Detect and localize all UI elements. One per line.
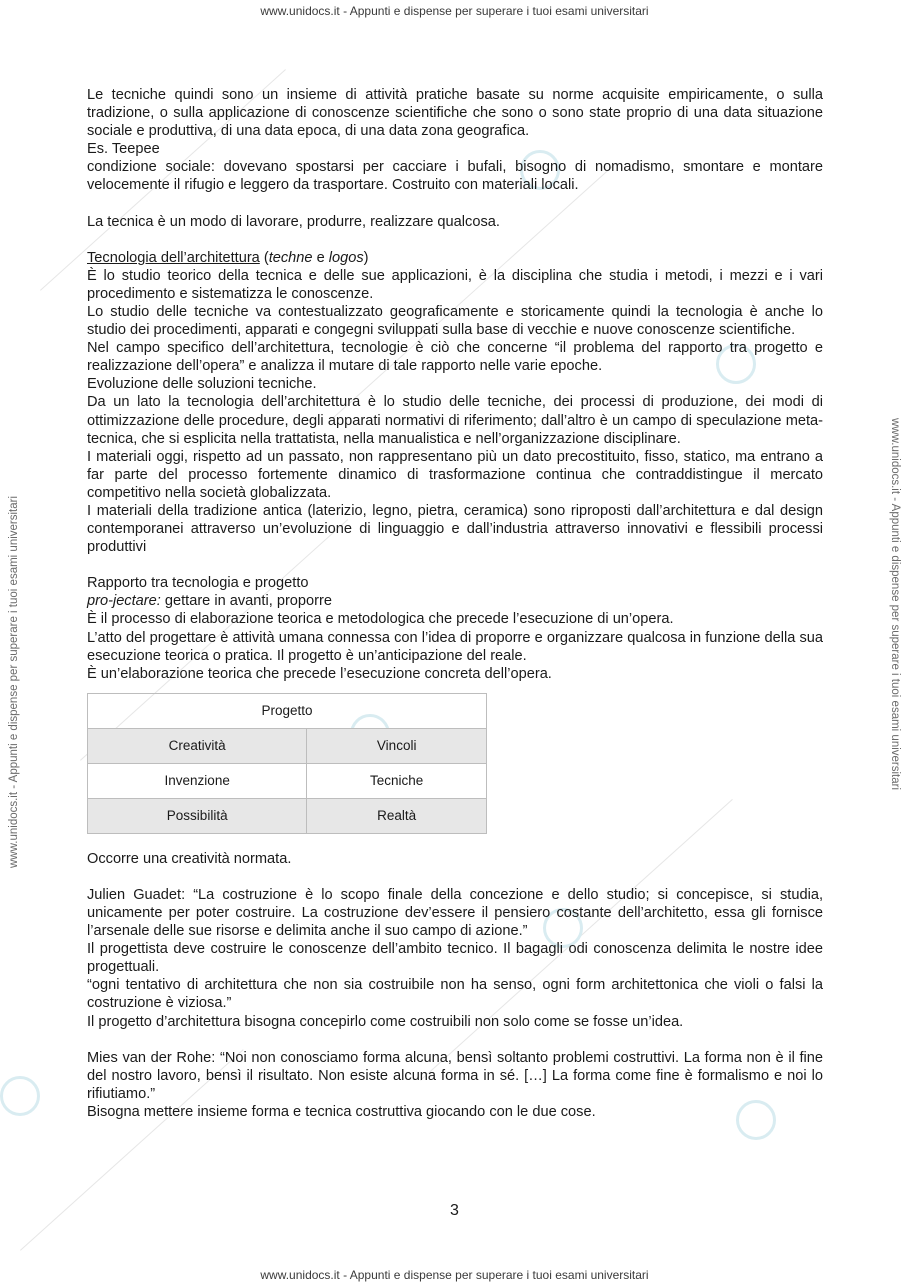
paragraph: Occorre una creatività normata.	[87, 850, 292, 867]
table-cell: Invenzione	[88, 763, 307, 798]
paragraph: I materiali oggi, rispetto ad un passato, non rappresentano più un dato precostituito, fisso, statico, ma entrano a far parte del processo fortemente dinamico di trasformazione continua che contraddistingue il mercato competitivo nella società globalizzata.	[87, 448, 823, 501]
paragraph: L’atto del progettare è attività umana connessa con l’idea di proporre e organizzare qualcosa in funzione della sua esecuzione teorica o pratica. Il progetto è un’anticipazione del reale.	[87, 629, 823, 664]
paragraph: condizione sociale: dovevano spostarsi per cacciare i bufali, bisogno di nomadismo, smontare e montare velocemente il rifugio e leggero da trasportare. Costruito con materiali locali.	[87, 159, 823, 194]
page-number: 3	[450, 1202, 459, 1219]
paragraph: pro-jectare: gettare in avanti, proporre	[87, 593, 332, 610]
paragraph: Es. Teepee	[87, 141, 160, 158]
quote-paragraph: Julien Guadet: “La costruzione è lo scopo finale della concezione e dello studio; si concepisce, si studia, unicamente per poter costruire. La costruzione dev’essere il pensiero costante dell’architetto, essa gli fornisce l’arsenale delle sue risorse e delimita anche il suo campo di azione.”	[87, 886, 823, 940]
heading-italic-term: logos	[328, 249, 364, 266]
heading-italic-term: techne	[268, 249, 313, 266]
paragraph: Il progetto d’architettura bisogna concepirlo come costruibili non solo come se fosse un’idea.	[87, 1013, 684, 1030]
document-body	[87, 86, 823, 1121]
table-row	[88, 728, 487, 763]
heading-underlined-text: Tecnologia dell’architettura	[87, 249, 260, 266]
footer-banner: www.unidocs.it - Appunti e dispense per superare i tuoi esami universitari	[260, 1268, 649, 1282]
paragraph: È un’elaborazione teorica che precede l’esecuzione concreta dell’opera.	[87, 665, 552, 682]
paragraph: È lo studio teorico della tecnica e delle sue applicazioni, è la disciplina che studia i metodi, i mezzi e i vari procedimento e sistematizza le conoscenze.	[87, 267, 823, 302]
paragraph: Nel campo specifico dell’architettura, tecnologie è ciò che concerne “il problema del rapporto tra progetto e realizzazione dell’opera” e analizza il mutare di tale rapporto nelle varie epoche.	[87, 340, 823, 375]
table-cell: Tecniche	[307, 763, 487, 798]
table-row	[88, 798, 487, 833]
quote-paragraph: “ogni tentativo di architettura che non sia costruibile non ha senso, ogni form architettonica che violi o falsi la costruzione è viziosa.”	[87, 977, 823, 1012]
table-cell: Possibilità	[88, 798, 307, 833]
paragraph: I materiali della tradizione antica (laterizio, legno, pietra, ceramica) sono riproposti dall’architettura e dal design contemporanei attraverso un’evoluzione di linguaggio e dall’industria attraverso innovativi e flessibili processi produttivi	[87, 502, 823, 556]
watermark-logo-icon	[0, 1076, 40, 1116]
table-cell: Creatività	[88, 728, 307, 763]
paragraph: La tecnica è un modo di lavorare, produrre, realizzare qualcosa.	[87, 213, 500, 230]
right-side-banner: www.unidocs.it - Appunti e dispense per superare i tuoi esami universitari	[889, 418, 901, 791]
table-header-cell: Progetto	[88, 693, 487, 728]
section-heading: Tecnologia dell’architettura (techne e logos)	[87, 249, 369, 266]
header-banner: www.unidocs.it - Appunti e dispense per superare i tuoi esami universitari	[260, 4, 649, 18]
paragraph: È il processo di elaborazione teorica e metodologica che precede l’esecuzione di un’opera.	[87, 611, 674, 628]
table-row	[88, 763, 487, 798]
section-heading: Rapporto tra tecnologia e progetto	[87, 575, 309, 592]
paragraph: Bisogna mettere insieme forma e tecnica costruttiva giocando con le due cose.	[87, 1103, 596, 1120]
paragraph: Evoluzione delle soluzioni tecniche.	[87, 376, 317, 393]
paragraph: Il progettista deve costruire le conoscenze dell’ambito tecnico. Il bagagli odi conoscenza delimita le nostre idee progettuali.	[87, 941, 823, 976]
paragraph: Le tecniche quindi sono un insieme di attività pratiche basate su norme acquisite empiricamente, o sulla tradizione, o sulla applicazione di conoscenze scientifiche che sono o sono state proprio di una data situazione sociale e produttiva, di una data epoca, di una data zona geografica.	[87, 87, 823, 140]
quote-paragraph: Mies van der Rohe: “Noi non conosciamo forma alcuna, bensì soltanto problemi costruttivi. La forma non è il fine del nostro lavoro, bensì il risultato. Non esiste alcuna forma in sé. […] La forma come fine è formalismo e noi lo rifiutiamo.”	[87, 1049, 823, 1102]
progetto-table	[87, 693, 487, 834]
table-cell: Vincoli	[307, 728, 487, 763]
paragraph: Lo studio delle tecniche va contestualizzato geograficamente e storicamente quindi la tecnologia è anche lo studio dei procedimenti, apparati e congegni sviluppati sulla base di vecchie e nuove conoscenze scientifiche.	[87, 303, 823, 339]
left-side-banner: www.unidocs.it - Appunti e dispense per superare i tuoi esami universitari	[8, 495, 20, 868]
paragraph: Da un lato la tecnologia dell’architettura è lo studio delle tecniche, dei processi di produzione, dei modi di ottimizzazione delle procedure, degli apparati normativi di riferimento; dall’altro è un campo di speculazione meta-tecnica, che si esplicita nella trattatista, nella manualistica e nell’organizzazione disciplinare.	[87, 394, 823, 447]
italic-term: pro-jectare:	[87, 593, 161, 610]
table-cell: Realtà	[307, 798, 487, 833]
